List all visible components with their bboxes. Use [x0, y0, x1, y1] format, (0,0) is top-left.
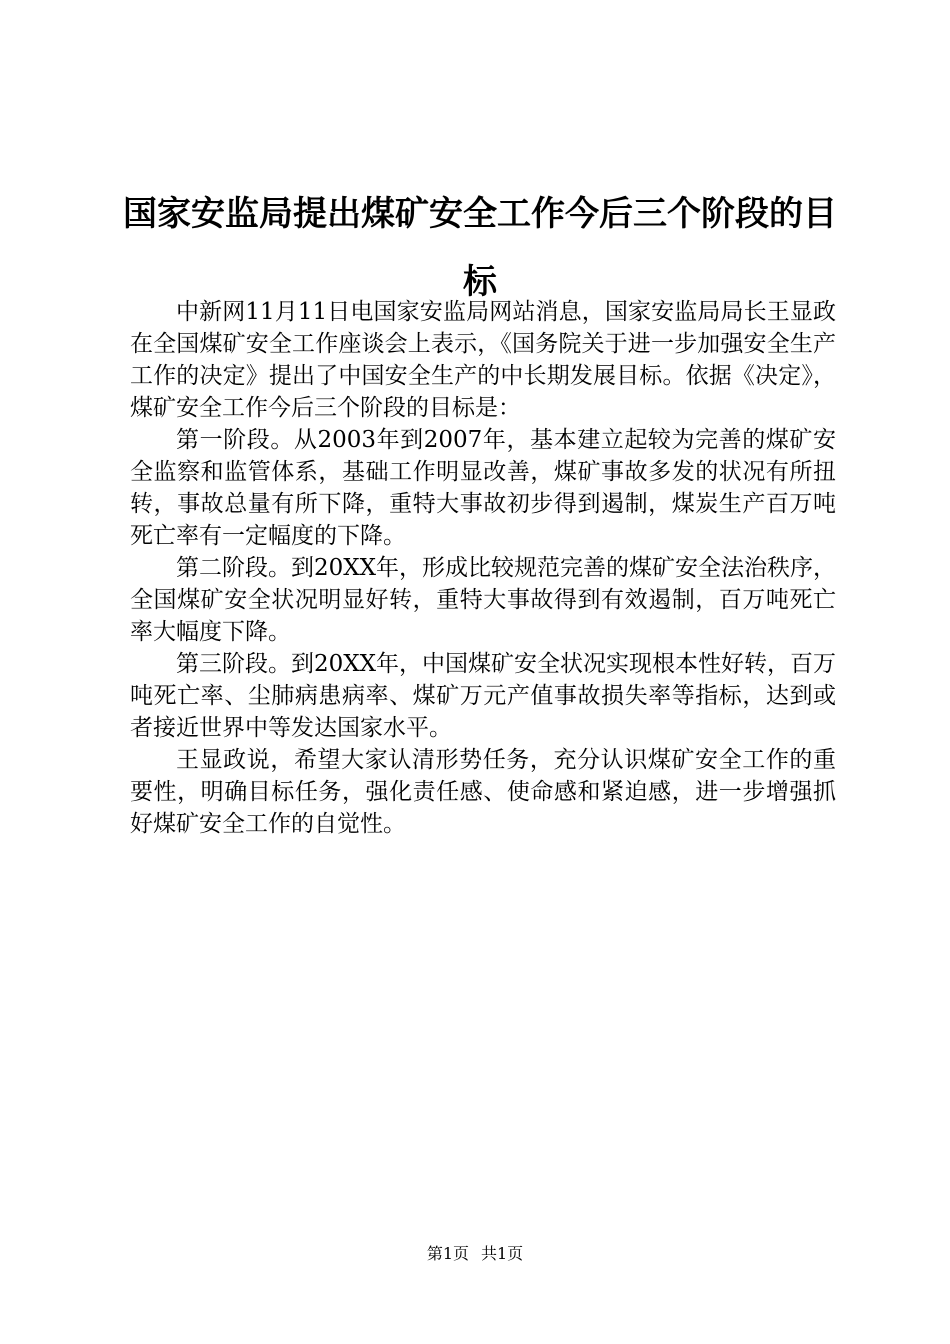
- page-number-total: 共1页: [481, 1244, 524, 1263]
- page-number-current: 第1页: [426, 1244, 469, 1263]
- document-body: [130, 296, 836, 840]
- paragraph-stage-three: 第三阶段。到20XX年，中国煤矿安全状况实现根本性好转，百万吨死亡率、尘肺病患病率、煤矿万元产值事故损失率等指标，达到或者接近世界中等发达国家水平。: [130, 651, 837, 741]
- page-footer: [0, 1242, 950, 1266]
- document-title: 国家安监局提出煤矿安全工作今后三个阶段的目标: [123, 194, 837, 302]
- paragraph-conclusion: 王显政说，希望大家认清形势任务，充分认识煤矿安全工作的重要性，明确目标任务，强化责任感、使命感和紧迫感，进一步增强抓好煤矿安全工作的自觉性。: [130, 747, 836, 837]
- paragraph-intro: 中新网11月11日电国家安监局网站消息，国家安监局局长王显政在全国煤矿安全工作座谈会上表示，《国务院关于进一步加强安全生产工作的决定》提出了中国安全生产的中长期发展目标。依据《决定》，煤矿安全工作今后三个阶段的目标是：: [130, 299, 836, 421]
- paragraph-stage-two: 第二阶段。到20XX年，形成比较规范完善的煤矿安全法治秩序，全国煤矿安全状况明显好转，重特大事故得到有效遏制，百万吨死亡率大幅度下降。: [130, 555, 837, 645]
- paragraph-stage-one: 第一阶段。从2003年到2007年，基本建立起较为完善的煤矿安全监察和监管体系，基础工作明显改善，煤矿事故多发的状况有所扭转，事故总量有所下降，重特大事故初步得到遏制，煤炭生产百万吨死亡率有一定幅度的下降。: [130, 427, 836, 549]
